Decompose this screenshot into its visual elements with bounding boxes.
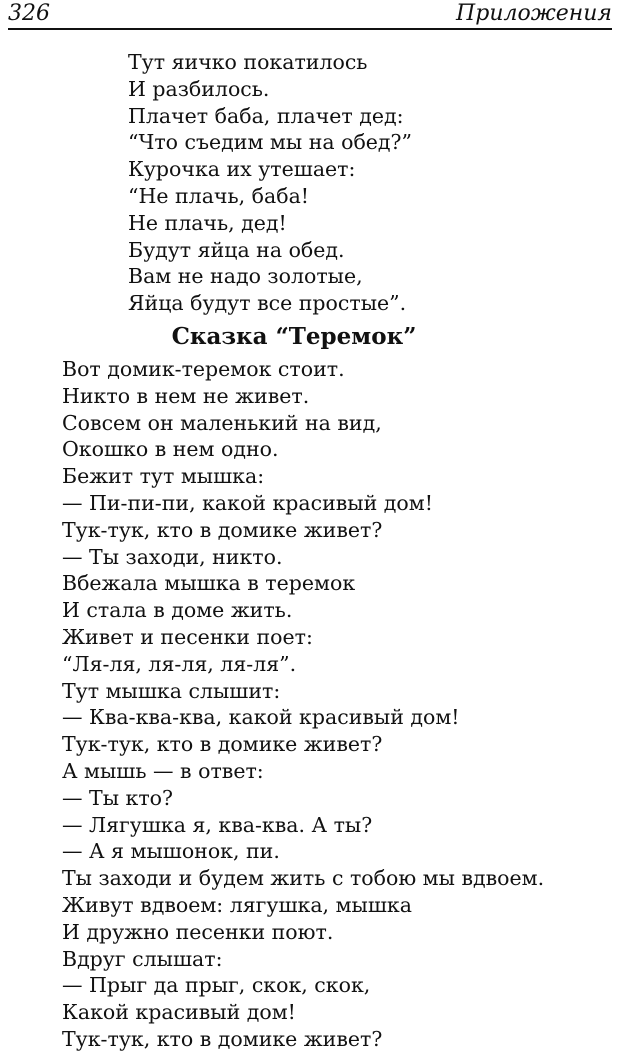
poem-top <box>128 49 412 317</box>
poem-line: — Прыг да прыг, скок, скок, <box>62 973 371 998</box>
poem-line: И дружно песенки поют. <box>62 919 334 944</box>
poem-line: Бежит тут мышка: <box>62 464 265 489</box>
poem-line: — Ква-ква-ква, какой красивый дом! <box>62 705 460 730</box>
poem-line: Яйца будут все простые”. <box>128 291 407 316</box>
poem-line: Живет и песенки поет: <box>62 624 313 649</box>
poem-teremok <box>62 356 544 1053</box>
poem-line: Вдруг слышат: <box>62 946 223 971</box>
poem-line: Будут яйца на обед. <box>128 237 345 262</box>
section-title: Сказка “Теремок” <box>171 323 417 350</box>
poem-line: А мышь — в ответ: <box>62 758 264 783</box>
poem-line: Тут мышка слышит: <box>62 678 281 703</box>
poem-line: Не плачь, дед! <box>128 210 287 235</box>
poem-line: “Ля-ля, ля-ля, ля-ля”. <box>62 651 297 676</box>
poem-line: Окошко в нем одно. <box>62 437 279 462</box>
poem-line: Вам не надо золотые, <box>128 264 363 289</box>
poem-line: Тук-тук, кто в домике живет? <box>62 517 383 542</box>
poem-line: Плачет баба, плачет дед: <box>128 103 404 128</box>
poem-line: Тук-тук, кто в домике живет? <box>62 1026 383 1051</box>
poem-line: — А я мышонок, пи. <box>62 839 280 864</box>
poem-line: “Не плачь, баба! <box>128 183 310 208</box>
poem-line: Тук-тук, кто в домике живет? <box>62 732 383 757</box>
poem-line: Какой красивый дом! <box>62 1000 296 1025</box>
poem-line: — Пи-пи-пи, какой красивый дом! <box>62 490 433 515</box>
poem-line: “Что съедим мы на обед?” <box>128 130 413 155</box>
page-number: 326 <box>8 1 50 26</box>
poem-line: И стала в доме жить. <box>62 598 293 623</box>
page-header <box>8 0 612 30</box>
running-head: Приложения <box>456 1 612 26</box>
poem-line: — Ты заходи, никто. <box>62 544 283 569</box>
poem-line: Живут вдвоем: лягушка, мышка <box>62 892 412 917</box>
poem-line: Совсем он маленький на вид, <box>62 410 382 435</box>
poem-line: — Ты кто? <box>62 785 174 810</box>
header-rule <box>8 28 612 30</box>
poem-line: Тут яичко покатилось <box>128 50 368 74</box>
poem-line: Вот домик-теремок стоит. <box>62 357 345 381</box>
poem-line: Курочка их утешает: <box>128 157 356 182</box>
poem-line: Никто в нем не живет. <box>62 383 310 408</box>
poem-line: — Лягушка я, ква-ква. А ты? <box>62 812 373 837</box>
poem-line: И разбилось. <box>128 76 270 101</box>
poem-line: Ты заходи и будем жить с тобою мы вдвоем. <box>62 866 545 891</box>
poem-line: Вбежала мышка в теремок <box>62 571 356 596</box>
